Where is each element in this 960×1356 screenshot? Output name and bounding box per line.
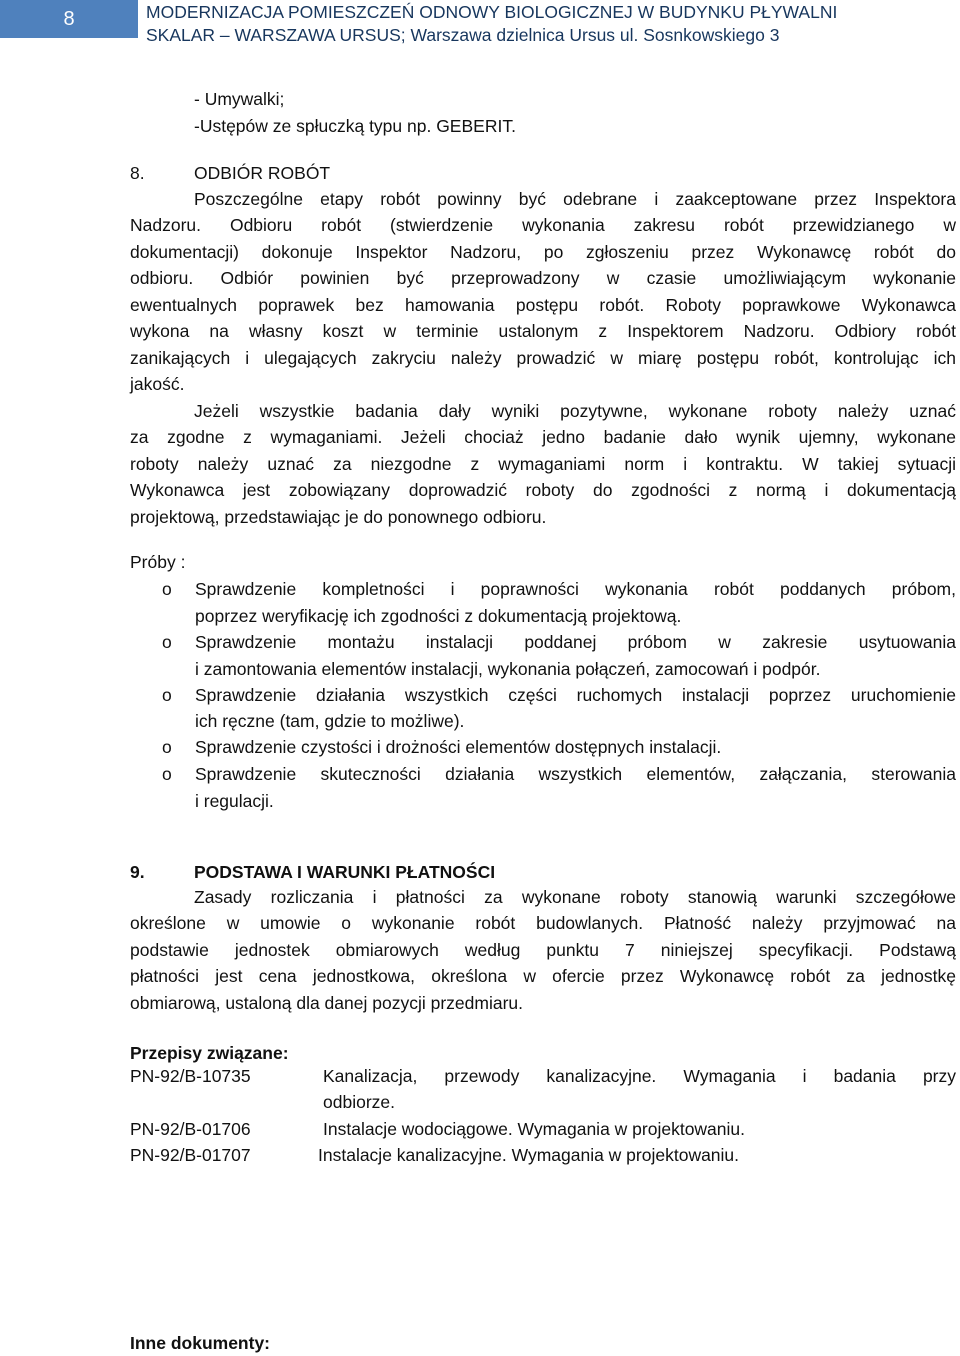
document-title-line-2: SKALAR – WARSZAWA URSUS; Warszawa dzielnica Ursus ul. Sosnkowskiego 3 — [146, 24, 780, 45]
section-8-text-line: Jeżeli wszystkie badania dały wyniki pozytywne, wykonane roboty należy uznać — [194, 401, 956, 421]
section-8-text-line: projektową, przedstawiając je do ponownego odbioru. — [130, 507, 547, 527]
przepisy-heading: Przepisy związane: — [130, 1043, 289, 1063]
section-8-number: 8. — [130, 163, 145, 183]
proby-item-line: Sprawdzenie montażu instalacji poddanej próbom w zakresie usytuowania — [195, 632, 956, 652]
section-8-title: ODBIÓR ROBÓT — [194, 163, 331, 183]
section-9-number: 9. — [130, 862, 145, 882]
standard-description: Instalacje kanalizacyjne. Wymagania w projektowaniu. — [318, 1145, 740, 1165]
section-8-text-line: dokumentacji) dokonuje Inspektor Nadzoru, po zgłoszeniu przez Wykonawcę robót do — [130, 242, 956, 262]
section-8-text-line: Poszczególne etapy robót powinny być odebrane i zaakceptowane przez Inspektora — [194, 189, 956, 209]
proby-item-line: Sprawdzenie kompletności i poprawności wykonania robót poddanych próbom, — [195, 579, 956, 599]
document-title — [146, 1, 956, 46]
list-item-umywalki: - Umywalki; — [194, 89, 285, 109]
section-8-text-line: jakość. — [130, 374, 185, 394]
bullet-marker: o — [162, 579, 172, 599]
page-number: 8 — [0, 0, 138, 38]
proby-item-line: poprzez weryfikację ich zgodności z dokumentacją projektową. — [195, 606, 682, 626]
proby-item-line: Sprawdzenie skuteczności działania wszystkich elementów, załączania, sterowania — [195, 764, 956, 784]
page-header — [0, 0, 960, 50]
section-9-text-line: obmiarową, ustaloną dla danej pozycji przedmiaru. — [130, 993, 523, 1013]
standard-code: PN-92/B-01707 — [130, 1145, 251, 1165]
standard-description: Instalacje wodociągowe. Wymagania w projektowaniu. — [323, 1119, 746, 1139]
section-8-text-line: wykona na własny koszt w terminie ustalonym z Inspektorem Nadzoru. Odbiory robót — [130, 321, 956, 341]
list-item-ustepy: -Ustępów ze spłuczką typu np. GEBERIT. — [194, 116, 516, 136]
proby-item-line: i regulacji. — [195, 791, 274, 811]
section-8-text-line: za zgodne z wymaganiami. Jeżeli chociaż jedno badanie dało wynik ujemny, wykonane — [130, 427, 956, 447]
section-9-text-line: płatności jest cena jednostkowa, określona w ofercie przez Wykonawcę robót za jednostkę — [130, 966, 956, 986]
document-title-line-1: MODERNIZACJA POMIESZCZEŃ ODNOWY BIOLOGICZNEJ W BUDYNKU PŁYWALNI — [146, 2, 838, 22]
inne-dokumenty-heading: Inne dokumenty: — [130, 1333, 271, 1353]
section-8-text-line: Nadzoru. Odbioru robót (stwierdzenie wykonania zakresu robót przewidzianego w — [130, 215, 956, 235]
section-8-text-line: zanikających i ulegających zakryciu należy prowadzić w miarę postępu robót, kontrolując ich — [130, 348, 956, 368]
section-9-text-line: Zasady rozliczania i płatności za wykonane roboty stanowią warunki szczegółowe — [194, 887, 956, 907]
section-9-text-line: określone w umowie o wykonanie robót budowlanych. Płatność należy przyjmować na — [130, 913, 956, 933]
proby-item-line: Sprawdzenie czystości i drożności elementów dostępnych instalacji. — [195, 737, 722, 757]
standard-description: Kanalizacja, przewody kanalizacyjne. Wymagania i badania przy — [323, 1066, 956, 1086]
section-8-text-line: ewentualnych poprawek bez hamowania postępu robót. Roboty poprawkowe Wykonawca — [130, 295, 956, 315]
section-8-text-line: roboty należy uznać za niezgodne z wymaganiami norm i kontraktu. W takiej sytuacji — [130, 454, 956, 474]
proby-label: Próby : — [130, 552, 186, 572]
bullet-marker: o — [162, 737, 172, 757]
standard-code: PN-92/B-10735 — [130, 1066, 251, 1086]
bullet-marker: o — [162, 632, 172, 652]
standard-code: PN-92/B-01706 — [130, 1119, 251, 1139]
proby-item-line: ich ręczne (tam, gdzie to możliwe). — [195, 711, 465, 731]
section-9-title: PODSTAWA I WARUNKI PŁATNOŚCI — [194, 862, 496, 882]
proby-item-line: Sprawdzenie działania wszystkich części ruchomych instalacji poprzez uruchomienie — [195, 685, 956, 705]
section-8-text-line: odbioru. Odbiór powinien być przeprowadzony w czasie umożliwiającym wykonanie — [130, 268, 956, 288]
bullet-marker: o — [162, 685, 172, 705]
standard-description: odbiorze. — [323, 1092, 395, 1112]
section-8-text-line: Wykonawca jest zobowiązany doprowadzić roboty do zgodności z normą i dokumentacją — [130, 480, 956, 500]
bullet-marker: o — [162, 764, 172, 784]
proby-item-line: i zamontowania elementów instalacji, wykonania połączeń, zamocowań i podpór. — [195, 659, 821, 679]
section-9-text-line: podstawie jednostek obmiarowych według punktu 7 niniejszej specyfikacji. Podstawą — [130, 940, 956, 960]
